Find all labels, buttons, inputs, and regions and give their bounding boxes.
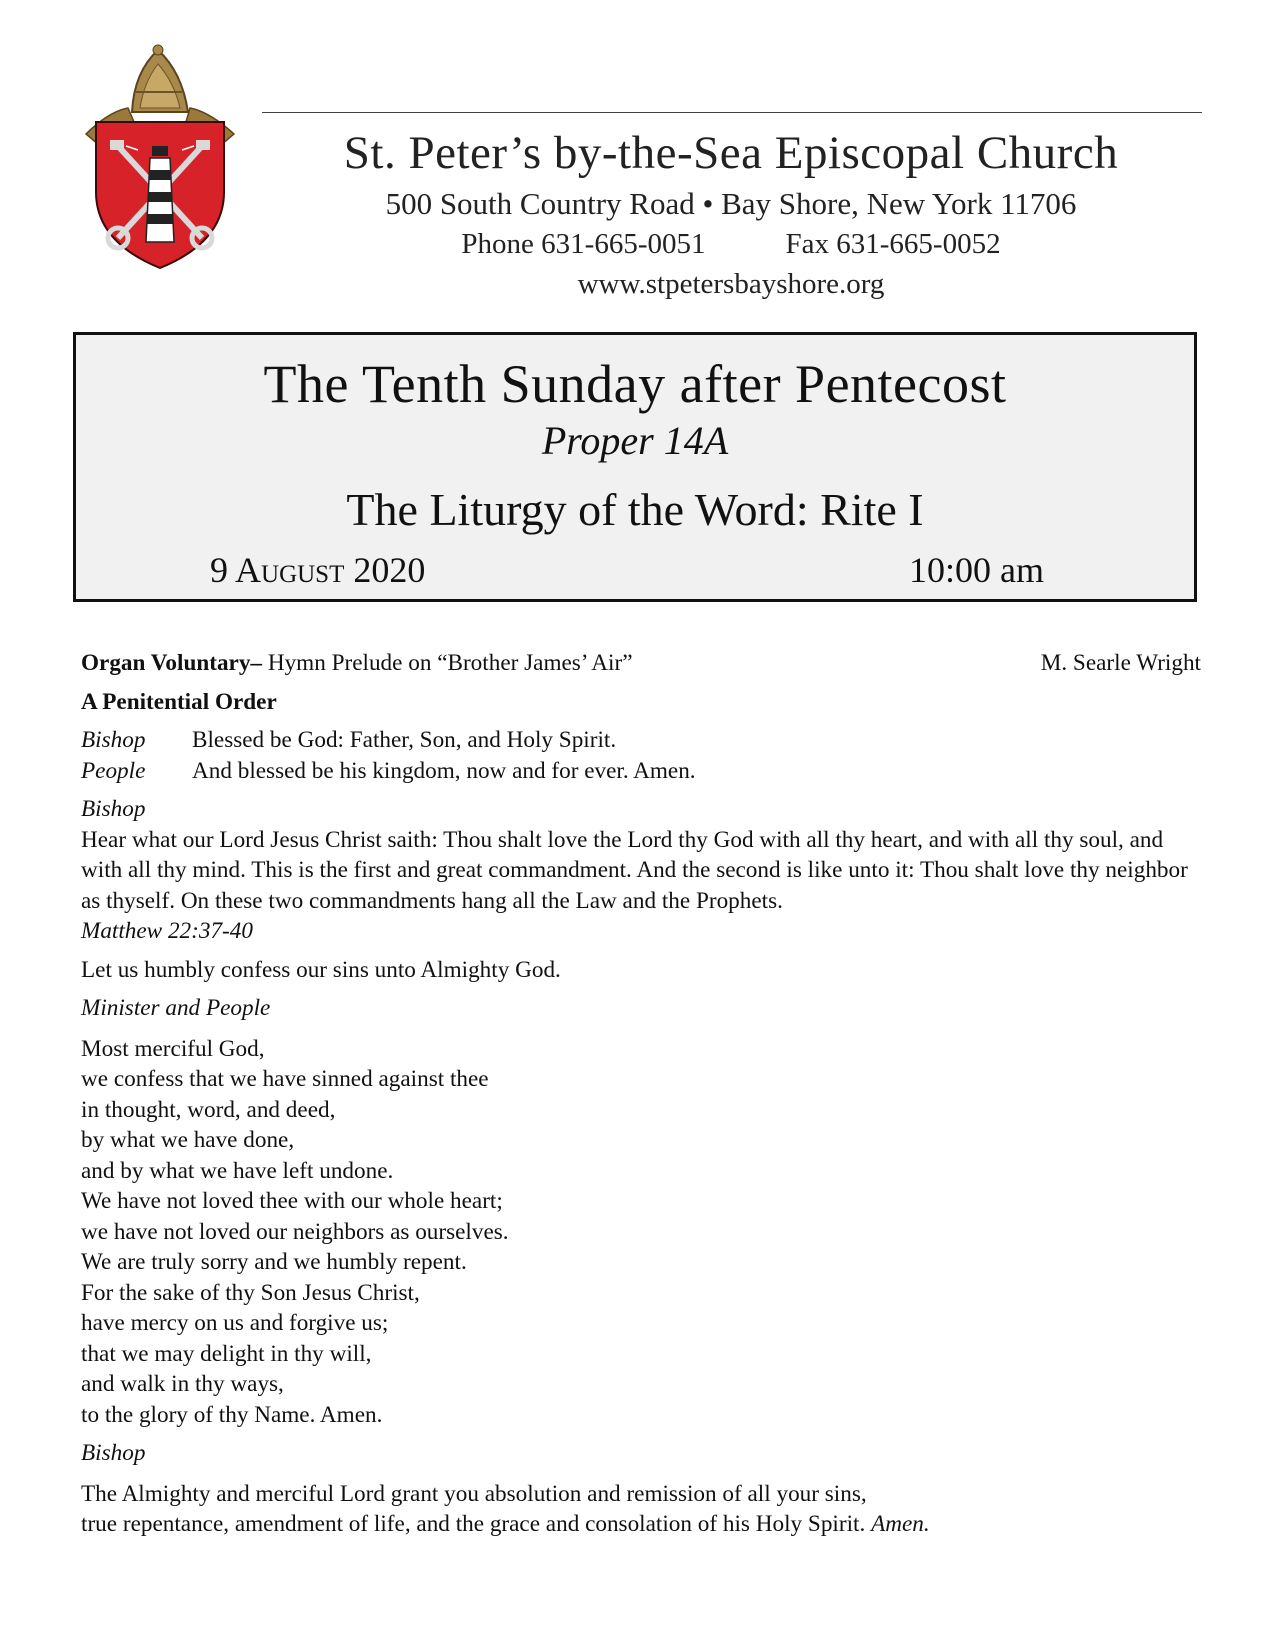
service-liturgy: The Liturgy of the Word: Rite I [346, 484, 924, 535]
confession-line: We have not loved thee with our whole heart; [81, 1188, 503, 1214]
voluntary-composer: M. Searle Wright [1040, 650, 1201, 676]
fax-number: Fax 631-665-0052 [785, 228, 1001, 260]
summary-of-law: Hear what our Lord Jesus Christ saith: Thou shalt love the Lord thy God with all thy heart, and with all thy soul, and with all thy mind. This is the first and great commandment. And the second is like unto it: Thou shalt love thy neighbor as thyself. On these two commandments hang all the Law and the Prophets. [81, 826, 1188, 914]
service-date: 9 August 2020 [210, 550, 426, 590]
church-address: 500 South Country Road • Bay Shore, New York 11706 [385, 186, 1077, 221]
summary-role: Bishop [81, 796, 146, 822]
confession-line: and by what we have left undone. [81, 1157, 394, 1184]
confession-line: have mercy on us and forgive us; [81, 1310, 389, 1336]
confession-line: in thought, word, and deed, [81, 1096, 336, 1123]
confession-line: that we may delight in thy will, [81, 1340, 372, 1367]
confession-line: and walk in thy ways, [81, 1371, 284, 1397]
church-contact [262, 228, 1200, 261]
confession-line: we confess that we have sinned against thee [81, 1066, 489, 1092]
church-logo [78, 42, 246, 278]
absolution-role: Bishop [81, 1440, 146, 1466]
versicle-row [81, 725, 1201, 756]
penitential-heading: A Penitential Order [81, 688, 277, 715]
confession-line: We are truly sorry and we humbly repent. [81, 1249, 467, 1275]
confession-line: Most merciful God, [81, 1035, 265, 1062]
absolution-text [81, 1479, 1201, 1540]
absolution-line [81, 1509, 1201, 1540]
service-title: The Tenth Sunday after Pentecost [263, 354, 1007, 414]
absolution-amen: Amen. [871, 1511, 930, 1537]
episcopal-shield-icon [78, 42, 246, 278]
header-rule [262, 112, 1202, 113]
voluntary-piece: Hymn Prelude on “Brother James’ Air” [262, 650, 633, 676]
versicle-text: Blessed be God: Father, Son, and Holy Spirit. [192, 727, 617, 753]
confession-line: to the glory of thy Name. Amen. [81, 1401, 383, 1428]
confession-text [81, 1034, 1201, 1431]
church-website: www.stpetersbayshore.org [577, 268, 885, 300]
absolution-line: The Almighty and merciful Lord grant you absolution and remission of all your sins, [81, 1480, 867, 1507]
service-proper: Proper 14A [541, 418, 729, 463]
opening-versicles [81, 725, 1201, 786]
organ-voluntary [81, 648, 1201, 679]
versicle-role: Bishop [81, 727, 146, 753]
confession-role: Minister and People [81, 995, 271, 1021]
confession-line: by what we have done, [81, 1127, 295, 1153]
service-title-box [73, 332, 1197, 602]
confession-line: For the sake of thy Son Jesus Christ, [81, 1279, 420, 1306]
summary-citation: Matthew 22:37-40 [81, 918, 253, 944]
confession-line: we have not loved our neighbors as ourselves. [81, 1218, 509, 1245]
versicle-row [81, 756, 1201, 787]
church-name: St. Peter’s by-the-Sea Episcopal Church [343, 127, 1119, 179]
absolution-line-text: true repentance, amendment of life, and the grace and consolation of his Holy Spirit. [81, 1511, 872, 1537]
service-content [81, 648, 1201, 1540]
phone-number: Phone 631-665-0051 [461, 228, 706, 260]
versicle-text: And blessed be his kingdom, now and for ever. Amen. [192, 757, 696, 784]
voluntary-label: Organ Voluntary– [81, 650, 263, 676]
confession-invitation: Let us humbly confess our sins unto Almighty God. [81, 956, 561, 983]
service-time: 10:00 am [909, 550, 1044, 590]
versicle-role: People [81, 757, 146, 784]
